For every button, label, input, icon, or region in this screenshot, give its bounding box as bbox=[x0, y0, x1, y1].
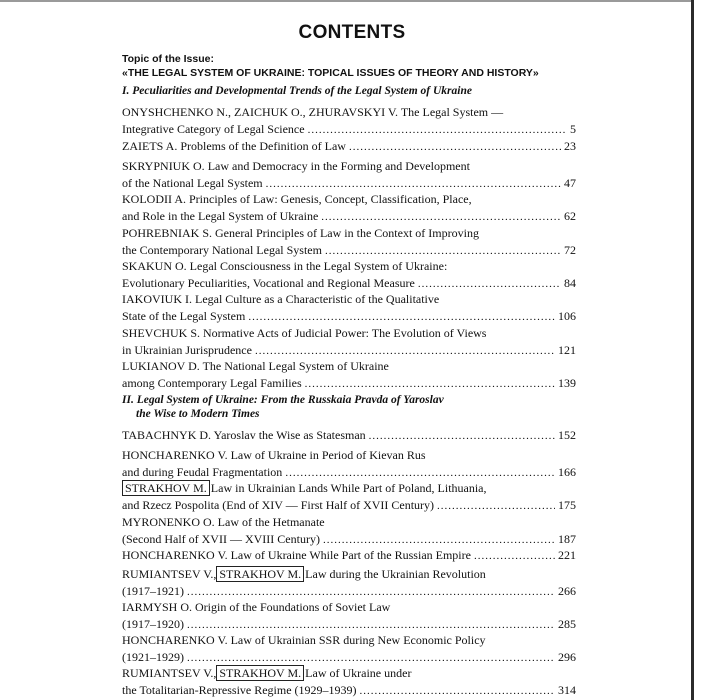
page-number: 187 bbox=[558, 531, 576, 546]
page-number: 296 bbox=[558, 649, 576, 664]
page-number: 47 bbox=[564, 175, 576, 190]
entry-author-highlighted: STRAKHOV M. bbox=[216, 566, 304, 582]
leader-dots bbox=[255, 343, 555, 360]
entry-title-last: Yaroslav the Wise as Statesman bbox=[213, 428, 366, 442]
toc-entry[interactable] bbox=[122, 514, 576, 547]
section-heading bbox=[122, 394, 444, 421]
toc-entry[interactable] bbox=[122, 427, 576, 444]
page-number: 72 bbox=[564, 242, 576, 257]
entry-author: IARMYSH O. bbox=[122, 600, 193, 614]
entry-title-line: Legal Culture as a Characteristic of the Qualitative bbox=[194, 292, 440, 306]
leader-dots bbox=[187, 650, 555, 667]
entry-title-last: (1917–1921) bbox=[122, 583, 184, 598]
entry-author-first: RUMIANTSEV V., bbox=[122, 666, 217, 680]
entry-author-first: RUMIANTSEV V., bbox=[122, 567, 217, 581]
entry-title-last: the Contemporary National Legal System bbox=[122, 242, 322, 257]
entry-author: TABACHNYK D. bbox=[122, 428, 212, 442]
leader-dots bbox=[308, 122, 567, 139]
entry-title-last: (1921–1929) bbox=[122, 649, 184, 664]
leader-dots bbox=[349, 139, 561, 156]
toc-entry[interactable] bbox=[122, 104, 576, 137]
page-number: 62 bbox=[564, 208, 576, 223]
entry-title-line: Law and Democracy in the Forming and Development bbox=[207, 159, 470, 173]
entry-title-line: Principles of Law: Genesis, Concept, Classification, Place, bbox=[189, 192, 472, 206]
page-number: 23 bbox=[564, 139, 576, 153]
entry-title-last: Problems of the Definition of Law bbox=[180, 139, 346, 153]
entry-author: HONCHARENKO V. bbox=[122, 548, 228, 562]
page-number: 285 bbox=[558, 616, 576, 631]
toc-entry[interactable] bbox=[122, 447, 576, 480]
page-number: 84 bbox=[564, 275, 576, 290]
entry-author: KOLODII A. bbox=[122, 192, 186, 206]
entry-title-line: Normative Acts of Judicial Power: The Evolution of Views bbox=[203, 326, 487, 340]
entry-author: SKRYPNIUK O. bbox=[122, 159, 205, 173]
toc-entry[interactable] bbox=[122, 258, 576, 291]
page-number: 5 bbox=[570, 121, 576, 136]
section-heading-line: II. Legal System of Ukraine: From the Russkaia Pravda of Yaroslav bbox=[122, 394, 444, 406]
entry-title-line: Law during the Ukrainian Revolution bbox=[305, 567, 486, 581]
leader-dots bbox=[285, 465, 555, 482]
leader-dots bbox=[266, 176, 561, 193]
toc-entry[interactable] bbox=[122, 665, 576, 698]
toc-entry[interactable] bbox=[122, 191, 576, 224]
entry-title-line: Law of Ukraine under bbox=[305, 666, 412, 680]
toc-entry[interactable] bbox=[122, 158, 576, 191]
leader-dots bbox=[323, 532, 555, 549]
entry-title-last: in Ukrainian Jurisprudence bbox=[122, 342, 252, 357]
entry-title-last: State of the Legal System bbox=[122, 308, 246, 323]
entry-title-line: Law of Ukraine in Period of Kievan Rus bbox=[230, 448, 426, 462]
toc-entry[interactable] bbox=[122, 225, 576, 258]
topic-title: «THE LEGAL SYSTEM OF UKRAINE: TOPICAL ISSUES OF THEORY AND HISTORY» bbox=[122, 67, 539, 79]
page-number: 266 bbox=[558, 583, 576, 598]
toc-entry[interactable] bbox=[122, 566, 576, 599]
page-number: 175 bbox=[558, 497, 576, 512]
entry-title-last: Evolutionary Peculiarities, Vocational and Regional Measure bbox=[122, 275, 415, 290]
entry-title-line: The Legal System — bbox=[400, 105, 504, 119]
topic-label: Topic of the Issue: bbox=[122, 53, 214, 65]
toc-entry[interactable] bbox=[122, 547, 576, 564]
page-number: 139 bbox=[558, 375, 576, 390]
entry-title-line: Law in Ukrainian Lands While Part of Poland, Lithuania, bbox=[210, 481, 487, 495]
entry-author: HONCHARENKO V. bbox=[122, 448, 228, 462]
leader-dots bbox=[187, 584, 555, 601]
page-number: 221 bbox=[558, 548, 576, 562]
leader-dots bbox=[369, 428, 555, 445]
entry-title-last: (Second Half of XVII — XVIII Century) bbox=[122, 531, 320, 546]
entry-title-line: Law of Ukrainian SSR during New Economic Policy bbox=[230, 633, 486, 647]
toc-entry[interactable] bbox=[122, 480, 576, 513]
entry-author: ZAIETS A. bbox=[122, 139, 178, 153]
page-edge-right bbox=[691, 0, 694, 700]
entry-author: IAKOVIUK I. bbox=[122, 292, 192, 306]
section-heading-line: I. Peculiarities and Developmental Trends of the Legal System of Ukraine bbox=[122, 85, 472, 97]
entry-title-last: and Role in the Legal System of Ukraine bbox=[122, 208, 319, 223]
entry-title-line: Legal Consciousness in the Legal System of Ukraine: bbox=[189, 259, 448, 273]
section-heading-line: the Wise to Modern Times bbox=[136, 407, 260, 420]
entry-title-last: the Totalitarian-Repressive Regime (1929–1939) bbox=[122, 682, 357, 697]
entry-title-line: General Principles of Law in the Context of Improving bbox=[215, 226, 479, 240]
leader-dots bbox=[321, 209, 561, 226]
entry-title-last: Law of Ukraine While Part of the Russian Empire bbox=[230, 548, 471, 562]
leader-dots bbox=[248, 309, 555, 326]
page-number: 314 bbox=[558, 682, 576, 697]
entry-title-last: (1917–1920) bbox=[122, 616, 184, 631]
leader-dots bbox=[474, 548, 555, 565]
page-number: 106 bbox=[558, 308, 576, 323]
entry-title-last: and Rzecz Pospolita (End of XIV — First Half of XVII Century) bbox=[122, 497, 435, 512]
entry-author-highlighted: STRAKHOV M. bbox=[122, 480, 210, 496]
leader-dots bbox=[187, 617, 555, 634]
entry-author: SKAKUN O. bbox=[122, 259, 187, 273]
leader-dots bbox=[325, 243, 561, 260]
leader-dots bbox=[437, 498, 555, 515]
entry-author: HONCHARENKO V. bbox=[122, 633, 228, 647]
entry-author-highlighted: STRAKHOV M. bbox=[216, 665, 304, 681]
entry-author: LUKIANOV D. bbox=[122, 359, 200, 373]
toc-entry[interactable] bbox=[122, 138, 576, 155]
entry-title-last: Integrative Category of Legal Science bbox=[122, 121, 305, 136]
entry-title-line: Origin of the Foundations of Soviet Law bbox=[195, 600, 391, 614]
entry-title-line: The National Legal System of Ukraine bbox=[202, 359, 389, 373]
page-number: 152 bbox=[558, 428, 576, 442]
entry-author: POHREBNIAK S. bbox=[122, 226, 213, 240]
entry-title-line: Law of the Hetmanate bbox=[217, 515, 325, 529]
entry-title-last: among Contemporary Legal Families bbox=[122, 375, 302, 390]
toc-entry[interactable] bbox=[122, 632, 576, 665]
leader-dots bbox=[305, 376, 555, 393]
page-title: CONTENTS bbox=[298, 22, 406, 43]
toc-entry[interactable] bbox=[122, 325, 576, 358]
leader-dots bbox=[418, 276, 561, 293]
entry-author: SHEVCHUK S. bbox=[122, 326, 201, 340]
page-number: 121 bbox=[558, 342, 576, 357]
leader-dots bbox=[360, 683, 555, 700]
toc-entry[interactable] bbox=[122, 599, 576, 632]
toc-entry[interactable] bbox=[122, 291, 576, 324]
section-heading bbox=[122, 85, 472, 99]
entry-title-last: of the National Legal System bbox=[122, 175, 263, 190]
toc-entry[interactable] bbox=[122, 358, 576, 391]
entry-title-last: and during Feudal Fragmentation bbox=[122, 464, 283, 479]
entry-author: MYRONENKO O. bbox=[122, 515, 215, 529]
page-number: 166 bbox=[558, 464, 576, 479]
entry-author: ONYSHCHENKO N., ZAICHUK O., ZHURAVSKYI V. bbox=[122, 105, 399, 119]
